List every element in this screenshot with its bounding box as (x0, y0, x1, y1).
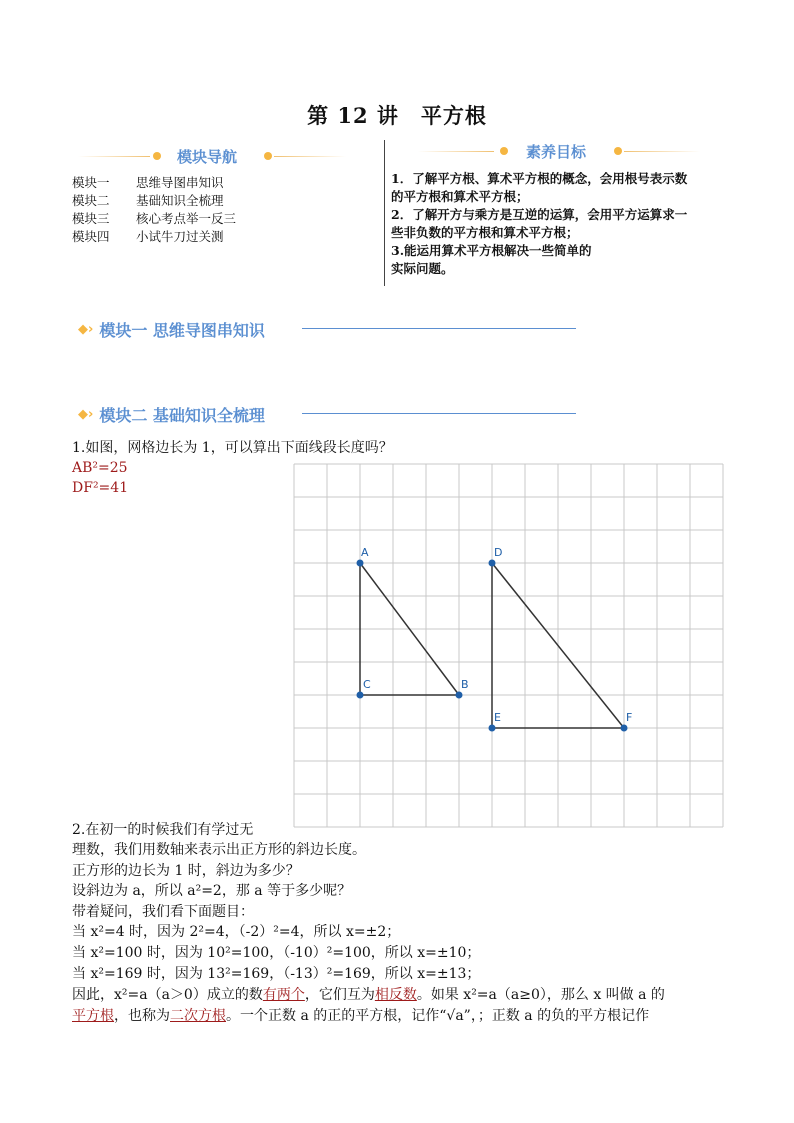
q2-line-6: 当 x²=4 时，因为 2²=4，（-2）²=4，所以 x=±2； (72, 924, 401, 940)
point-label-d: D (494, 546, 503, 559)
module-2-rule (302, 413, 576, 414)
q2-line-8: 当 x²=169 时，因为 13²=169，（-13）²=169，所以 x=±13； (72, 966, 481, 982)
answer-blank: 平方根 (72, 1008, 114, 1024)
goal-line: 1．了解平方根、算术平方根的概念，会用根号表示数 (391, 171, 688, 186)
module-1-rule (302, 328, 576, 329)
q2-line-9: 因此，x²=a（a＞0）成立的数有两个，它们互为相反数。如果 x²=a（a≥0），那么 x 叫做 a 的 (72, 987, 665, 1003)
nav-heading-dot-right (264, 152, 272, 160)
q2-line-2: 理数，我们用数轴来表示出正方形的斜边长度。 (72, 842, 366, 858)
point-label-a: A (361, 546, 369, 559)
nav-item[interactable]: 模块四 小试牛刀过关测 (72, 229, 224, 244)
nav-heading-dot-left (153, 152, 161, 160)
nav-list (72, 174, 236, 246)
point-f (621, 725, 628, 732)
q2-line-4: 设斜边为 a，所以 a²=2，那 a 等于多少呢？ (72, 883, 352, 899)
answer-blank: 二次方根 (170, 1008, 226, 1024)
answer-blank: 有两个 (262, 987, 305, 1003)
goal-line: 2．了解开方与乘方是互逆的运算，会用平方运算求一 (391, 207, 688, 222)
nav-item[interactable]: 模块二 基础知识全梳理 (72, 193, 224, 208)
goals-heading-dot-right (614, 147, 622, 155)
module-1-heading: ◆› 模块一 思维导图串知识 (78, 321, 265, 340)
nav-heading: 模块导航 (177, 148, 238, 166)
nav-item[interactable]: 模块一 思维导图串知识 (72, 175, 224, 190)
goal-line: 的平方根和算术平方根； (391, 189, 529, 204)
point-b (456, 692, 463, 699)
goal-line: 3.能运用算术平方根解决一些简单的 (391, 243, 592, 258)
grid-figure (293, 463, 725, 831)
nav-item[interactable]: 模块三 核心考点举一反三 (72, 211, 237, 226)
page-title: 第 12 讲 平方根 (307, 103, 487, 128)
point-label-c: C (363, 678, 371, 691)
goal-line: 些非负数的平方根和算术平方根； (391, 225, 579, 240)
question-1: 1.如图，网格边长为 1，可以算出下面线段长度吗？ (72, 440, 393, 456)
column-divider (384, 140, 385, 286)
goals-heading-bar-left (418, 151, 494, 152)
q2-line-5: 带着疑问，我们看下面题目： (72, 904, 254, 920)
q2-line-7: 当 x²=100 时，因为 10²=100，（-10）²=100，所以 x=±10； (72, 945, 481, 961)
diamond-arrow-icon: ◆› (78, 407, 94, 422)
point-e (489, 725, 496, 732)
point-d (489, 560, 496, 567)
point-label-f: F (626, 711, 633, 724)
point-label-e: E (494, 711, 501, 724)
q2-line-10: 平方根，也称为二次方根。一个正数 a 的正的平方根，记作“√a”，；正数 a 的负的平方根记作 (72, 1008, 650, 1024)
nav-heading-bar-right (274, 156, 346, 157)
answer-df: DF²=41 (72, 480, 129, 496)
point-label-b: B (461, 678, 469, 691)
answer-blank: 相反数 (374, 987, 417, 1003)
goals-heading-bar-right (624, 151, 700, 152)
diamond-arrow-icon: ◆› (78, 322, 94, 337)
module-2-heading: ◆› 模块二 基础知识全梳理 (78, 406, 265, 425)
q2-line-3: 正方形的边长为 1 时，斜边为多少？ (72, 863, 300, 879)
goals-heading-dot-left (500, 147, 508, 155)
answer-ab: AB²=25 (72, 460, 128, 476)
goal-line: 实际问题。 (391, 261, 454, 276)
nav-heading-bar-left (78, 156, 150, 157)
point-c (357, 692, 364, 699)
q2-line-1: 2.在初一的时候我们有学过无 (72, 822, 254, 838)
point-a (357, 560, 364, 567)
goals-list (391, 170, 727, 278)
goals-heading: 素养目标 (526, 143, 587, 161)
